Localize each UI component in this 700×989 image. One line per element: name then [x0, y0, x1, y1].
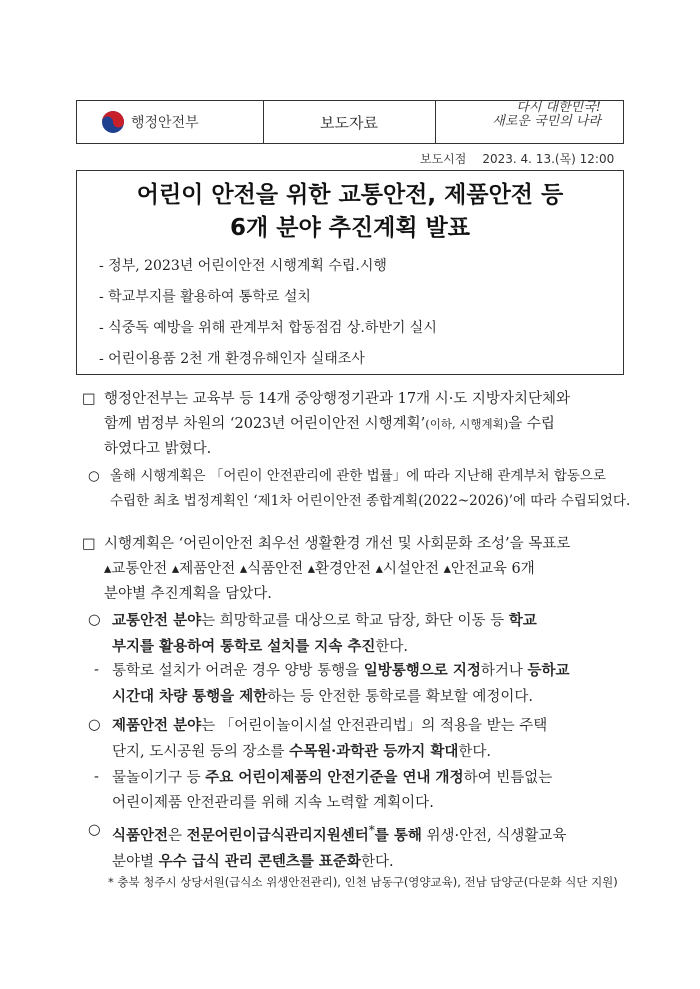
ministry-logo — [101, 101, 199, 143]
text-run: 한다. — [458, 744, 491, 760]
circle-bullet: ○ — [88, 612, 101, 628]
text-run: 단지, 도시공원 등의 장소를 — [112, 744, 290, 760]
text-run: 하는 등 안전한 통학로를 확보할 예정이다. — [267, 689, 533, 705]
dash-bullet: - — [94, 662, 99, 678]
text-run: 통학로 설치가 어려운 경우 양방 통행을 — [112, 663, 364, 679]
square-bullet: □ — [82, 536, 96, 552]
slogan-line2: 새로운 국민의 나라 — [492, 114, 601, 129]
subtitle-item: - 어린이용품 2천 개 환경유해인자 실태조사 — [99, 351, 365, 367]
release-datetime: 2023. 4. 13.(목) 12:00 — [482, 152, 615, 166]
slogan-line1: 다시 대한민국! — [516, 100, 601, 115]
title-box — [76, 170, 624, 375]
text-line — [112, 739, 547, 765]
text-run: 하여 빈틈없는 — [463, 770, 553, 786]
page-title — [77, 179, 623, 245]
text-line — [112, 818, 566, 849]
text-run: 우수 급식 관리 콘텐츠를 표준화 — [158, 852, 361, 870]
release-time-label: 보도시점 — [420, 152, 467, 166]
subtitle-item: - 학교부지를 활용하여 통학로 설치 — [99, 289, 311, 305]
text-line — [104, 412, 570, 437]
text-line — [112, 684, 570, 710]
footnote-marker: * — [368, 823, 375, 837]
text-run: 등하교 — [527, 662, 570, 679]
text-run: 일방통행으로 지정 — [363, 662, 481, 679]
text-run: 주요 어린이제품의 안전기준을 연내 개정 — [205, 769, 464, 786]
taegeuk-icon — [101, 110, 125, 134]
text-run: 분야별 — [112, 853, 159, 870]
text-line — [112, 713, 547, 739]
subtitle-item: - 정부, 2023년 어린이안전 시행계획 수립.시행 — [99, 258, 387, 274]
paragraph-1a — [88, 464, 630, 514]
text-line — [112, 608, 537, 634]
product-safety-item — [88, 713, 547, 765]
text-line — [112, 658, 570, 684]
text-run: 교통안전 분야 — [112, 612, 202, 629]
text-run: 부지를 활용하여 통학로 설치를 지속 추진 — [112, 638, 376, 655]
paragraph-2 — [82, 532, 570, 607]
ministry-name: 행정안전부 — [131, 115, 199, 131]
text-line — [112, 849, 566, 875]
text-line: 시행계획은 ‘어린이안전 최우선 생활환경 개선 및 사회문화 조성’을 목표로 — [104, 536, 571, 552]
title-line2: 6개 분야 추진계획 발표 — [230, 215, 470, 241]
text-run: 을 수립 — [508, 416, 555, 432]
text-run: 학교 — [508, 612, 537, 629]
traffic-safety-item — [88, 608, 537, 660]
footnote: * 충북 청주시 상당서원(급식소 위생안전관리), 인천 남동구(영양교육), 전남 담양군(다문화 식단 지원) — [108, 875, 618, 889]
text-line: 올해 시행계획은 「어린이 안전관리에 관한 법률」에 따라 지난해 관계부처 합동으로 — [110, 468, 606, 484]
release-label: 보도자료 — [320, 113, 378, 132]
text-run: (이하, 시행계획) — [425, 417, 509, 431]
text-run: 는 희망학교를 대상으로 학교 담장, 화단 이동 등 — [201, 613, 509, 629]
text-run: 물놀이기구 등 — [112, 770, 206, 786]
text-run: 식품안전 — [112, 826, 169, 844]
paragraph-1 — [82, 387, 570, 462]
text-run: 전문어린이급식관리지원센터 — [186, 826, 369, 844]
text-run: 수목원·과학관 등까지 확대 — [289, 743, 459, 760]
subtitle-item: - 식중독 예방을 위해 관계부처 합동점검 상.하반기 실시 — [99, 320, 437, 336]
text-run: 위생·안전, 식생활교육 — [421, 827, 567, 844]
text-run: 제품안전 분야 — [112, 717, 202, 734]
text-run: 는 「어린이놀이시설 안전관리법」의 적용을 받는 주택 — [201, 718, 548, 734]
slogan — [492, 101, 601, 143]
title-line1: 어린이 안전을 위한 교통안전, 제품안전 등 — [136, 182, 564, 208]
text-run: 함께 범정부 차원의 ‘2023년 어린이안전 시행계획’ — [104, 416, 426, 432]
text-line: 수립한 최초 법정계획인 ‘제1차 어린이안전 종합계획(2022~2026)’에 따라 수립되었다. — [110, 493, 631, 509]
text-line — [112, 634, 537, 660]
subtitle-list — [99, 251, 437, 375]
text-line: 어린이제품 안전관리를 위해 지속 노력할 계획이다. — [112, 795, 434, 811]
text-line: 행정안전부는 교육부 등 14개 중앙행정기관과 17개 시·도 지방자치단체와 — [104, 391, 570, 407]
text-line: 분야별 추진계획을 담았다. — [104, 586, 272, 602]
text-line — [112, 765, 552, 791]
text-line: ▴교통안전 ▴제품안전 ▴식품안전 ▴환경안전 ▴시설안전 ▴안전교육 6개 — [104, 561, 535, 577]
text-run: 한다. — [375, 639, 408, 655]
traffic-safety-sub — [94, 658, 570, 710]
text-run: 하거나 — [480, 663, 528, 679]
square-bullet: □ — [82, 391, 96, 407]
circle-bullet: ○ — [88, 468, 100, 484]
text-run: 한다. — [360, 853, 394, 870]
release-time — [420, 150, 630, 167]
text-run: 를 통해 — [374, 826, 422, 844]
text-run: 시간대 차량 통행을 제한 — [112, 688, 268, 705]
product-safety-sub — [94, 765, 552, 816]
circle-bullet: ○ — [88, 717, 101, 733]
dash-bullet: - — [94, 769, 99, 785]
text-run: 은 — [168, 827, 187, 844]
food-safety-item — [88, 818, 566, 875]
header-divider — [435, 101, 436, 143]
text-line: 하였다고 밝혔다. — [104, 441, 212, 457]
circle-bullet: ○ — [88, 822, 101, 838]
header-box — [76, 100, 624, 144]
